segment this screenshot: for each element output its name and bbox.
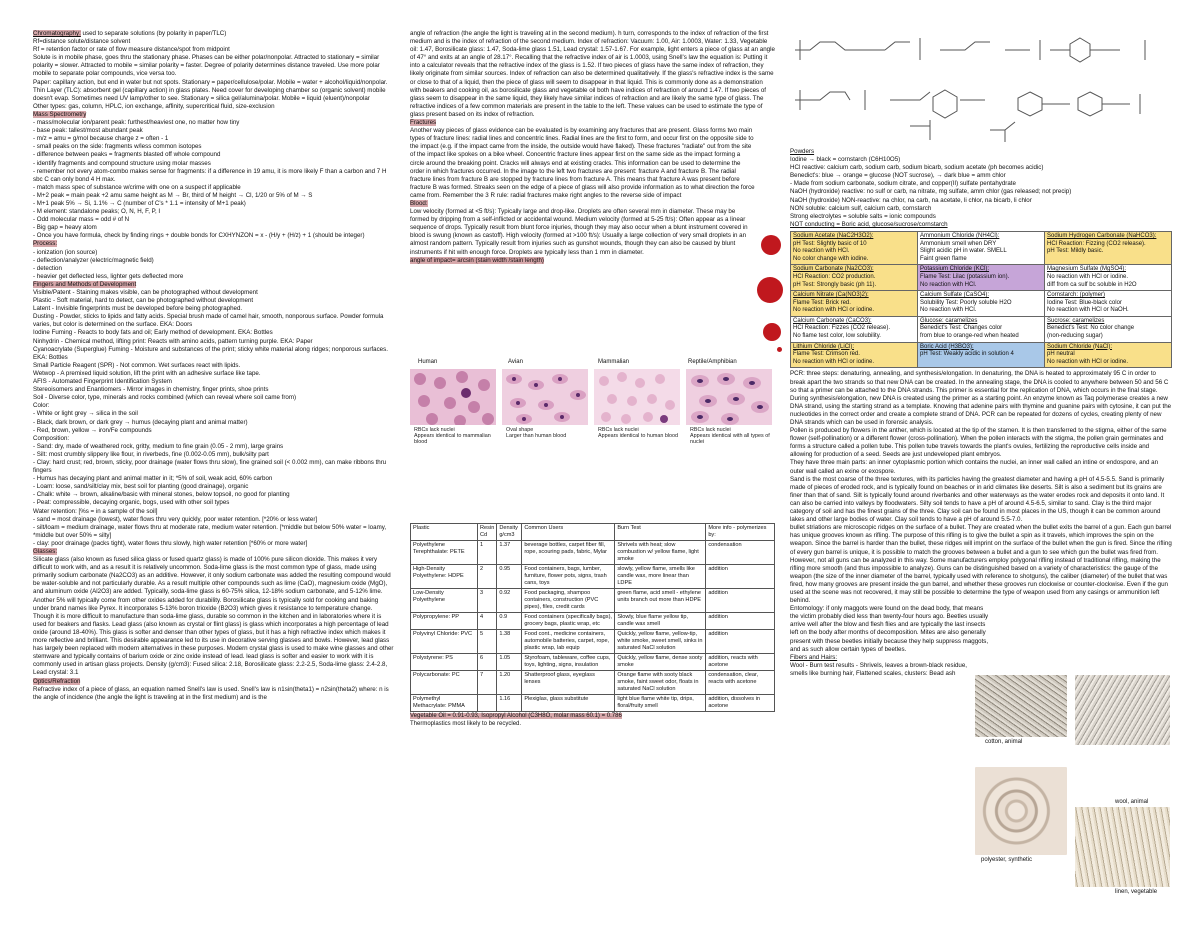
powder-cell [1045, 291, 1172, 317]
polyester-fiber-image [975, 767, 1067, 855]
powder-cell [791, 342, 918, 368]
table-cell: 1.05 [497, 654, 522, 671]
text-line: - Chalk: white → brown, alkaline/basic with mineral stones, below topsoil, no good for planting [33, 491, 290, 499]
powder-cell [1045, 265, 1172, 291]
table-cell: Food containers, bags, lumber, furniture, flower pots, signs, trash cans, toys [522, 565, 615, 589]
powder-name: Magnesium Sulfate (MgSO4): [1047, 266, 1127, 273]
powder-name: Potassium Chloride (KCl): [920, 266, 990, 273]
powder-name: Sodium Carbonate (Na2CO3): [793, 266, 874, 273]
text-line: - clay: poor drainage (packs tight), water flows thru slowly, high water retention [*60% or more water] [33, 539, 308, 547]
chromatography-section [33, 30, 395, 38]
powder-tests: Iodine Test: Blue-black color No reaction with HCl or NaOH. [1047, 299, 1129, 314]
powder-cell [918, 265, 1045, 291]
table-cell: 0.9 [497, 613, 522, 630]
text-line: Small Particle Reagent (SPR) - Not common. Wet surfaces react with lipids. [33, 361, 241, 369]
text-line: - match mass spec of substance w/crime with one on a suspect if applicable [33, 183, 241, 191]
powder-tests: Flame Test: Lilac (potassium ion). No reaction with HCl. [920, 273, 1010, 288]
powder-cell [918, 291, 1045, 317]
section-heading: Fibers and Hairs: [790, 653, 838, 661]
text-line: - remember not every atom-combo makes sense for fragments: if a difference in 19 amu, it is more likely F than a carbon and 7 H sbc C can only bond 4 H max. [33, 167, 387, 183]
text-line: - Peat: compressible, decaying organic, bogs, used with other soil types [33, 499, 230, 507]
table-cell: addition, reacts with acetone [706, 654, 775, 671]
text-line: Soil - Diverse color, type, minerals and rocks combined (which can reveal where soil came from) [33, 394, 297, 402]
table-cell: green flame, acid smell - ethylene units branch out more than HDPE [615, 589, 706, 613]
powder-name: Cornstarch: (polymer) [1047, 292, 1106, 299]
text-line: Latent - Invisible fingerprints must be developed before being photographed. [33, 305, 243, 313]
powder-name: Calcium Nitrate (Ca(NO3)2): [793, 292, 869, 299]
table-cell: 2 [478, 565, 497, 589]
section-heading: Blood: [410, 199, 428, 207]
powder-tests: Benedict's Test: No color change (non-reducing sugar) [1047, 325, 1135, 340]
fiber-caption: polyester, synthetic [981, 857, 1033, 863]
table-header: Plastic [411, 524, 478, 541]
powder-cell [791, 231, 918, 264]
powder-tests: Flame Test: Brick red. No reaction with HCl or iodine. [793, 299, 875, 314]
section-heading: Optics/Refraction [33, 677, 81, 685]
text-line: - M element: standalone peaks; O, N, H, F, P, I [33, 208, 161, 216]
powder-cell [791, 291, 918, 317]
table-row [791, 265, 1172, 291]
text-line: Thin Layer (TLC): absorbent gel (capillary action) in glass plates. Need cover for developing chamber so (organic solvent) mobile doesn't evap. Sometimes need UV lamp/other to see. Stationary = silica gel/alumina/polar. Mobile = liquid (eluent)/nonpolar [33, 86, 386, 102]
table-cell: Polyvinyl Chloride: PVC [411, 630, 478, 654]
table-cell: addition [706, 613, 775, 630]
text-line: Other types: gas, column, HPLC, ion exchange, affinity, supercritical fluid, size-exclusion [33, 102, 275, 110]
powder-name: Sodium Hydrogen Carbonate (NaHCO3): [1047, 232, 1157, 239]
table-cell: 1.37 [497, 541, 522, 565]
powder-name: Sodium Chloride (NaCl): [1047, 343, 1113, 350]
table-cell: High-Density Polyethylene: HDPE [411, 565, 478, 589]
text-line: Strong electrolytes = soluble salts = ionic compounds [790, 212, 936, 220]
text-line: Rf=distance solute/distance solvent [33, 38, 131, 46]
text-line: - Once you have formula, check by finding rings + double bonds for CXHYNZON = x - (H/y + (H/z) + 1 (should be integer) [33, 232, 365, 240]
table-cell: condensation [706, 541, 775, 565]
powder-tests: Benedict's Test: Changes color from blue to orange-red when heated [920, 325, 1019, 340]
paragraph: Silicate glass (also known as fused silica glass or fused quartz glass) is made of 100% pure silicon dioxide. This makes it very difficult to work with, and as a result it is relatively uncommon. Soda-lime glass is the most common type of glass, made using primarily sodium carbonate (Na2CO3) as an additive. However, it only sodium carbonate was added the resulting compound would be water-soluble and not particularly durable. As a result multiple other compounds such as lime (CaO), magnesium oxide (MgO), and aluminum oxide (Al2O3) are added. Typically, soda-lime glass is 60-75% silica, 12-18% sodium carbonate, and 5-12% lime. Another 5% will typically come from other oxides added for durability. Borosilicate glass is typically sold for cooking and baking under brand names like Pyrex. It incorporates 5-13% boron trioxide (B2O3) which gives it resistance to temperature change. Though it is more difficult to manufacture than soda-lime glass, durable so common in the kitchen and in laboratories where it is used for beakers and flasks. Lead glass (also known as crystal or flint glass) is glass which incorporates a high percentage of lead oxide (around 18-40%). This glass is softer and denser than other types of glass, but it has a high refractive index which makes it more reflective and brilliant. This desirable appearance led to its use in decorative serving glasses and bowls. However, lead glass has largely been replaced with modern alternatives in these purposes. Modern crystal glass is used to make wine glasses and other stemware and typically contains of barium oxide or zinc oxide instead of lead. lead glass is softer and easier to work with it is commonly used in artisan glass projects. Density (g/cm3): Fused silica: 2.18, Borosilicate glass: 2.2-2.5, Soda-lime glass: 2.4-2.8, Lead crystal: 3.1 [33, 556, 394, 677]
powder-name: Calcium Sulfate (CaSO4): [920, 292, 990, 299]
powder-tests: Solubility Test: Poorly soluble H2O No reaction with HCl. [920, 299, 1012, 314]
section-heading: Powders [790, 148, 815, 155]
text-line: - Sand: dry, made of weathered rock, gritty, medium to fine grain (0.05 - 2 mm), large grains [33, 442, 284, 450]
table-cell: Polypropylene: PP [411, 613, 478, 630]
text-line: Wetwop - A premixed liquid solution, lift the print with an adhesive surface like tape. [33, 369, 261, 377]
table-row [791, 231, 1172, 264]
plastics-table [410, 523, 775, 712]
section-heading: Fractures [410, 119, 437, 127]
table-header-row [411, 524, 775, 541]
blood-caption: RBCs lack nuclei Appears identical with all types of nuclei [690, 427, 770, 446]
powder-name: Calcium Carbonate (CaCO3): [793, 317, 872, 324]
text-line: - Big gap = heavy atom [33, 224, 97, 232]
text-line: - Loam: loose, sand/silt/clay mix, best soil for planting (good drainage), organic [33, 483, 249, 491]
table-cell: 7 [478, 671, 497, 695]
powder-cell [918, 316, 1045, 342]
table-cell: addition [706, 565, 775, 589]
text-line: - Odd molecular mass = odd # of N [33, 216, 130, 224]
table-cell: 3 [478, 589, 497, 613]
table-cell: 0.92 [497, 589, 522, 613]
table-cell: 0.95 [497, 565, 522, 589]
text-line: - silt/loam = medium drainage, water flows thru at moderate rate, medium water retention. [*middle but below 50% water = loamy, *middle but over 50% = silty] [33, 523, 387, 539]
blood-type-title: Human [418, 359, 438, 365]
blood-type-title: Avian [508, 359, 523, 365]
blood-caption: RBCs lack nuclei Appears identical to mammalian blood [414, 427, 491, 446]
powder-tests: pH neutral No reaction with HCl or iodine. [1047, 351, 1129, 365]
powder-cell [1045, 231, 1172, 264]
fiber-caption: cotton, animal [985, 739, 1023, 745]
powder-cell [791, 265, 918, 291]
text-line: Dusting - Powder, sticks to lipids and fatty acids. Special brush made of camel hair, smooth, nonporous surface. Powder formula varies, but color is determined on the surface. EKA: Doors [33, 313, 384, 329]
text-line: - detection [33, 264, 62, 272]
table-cell: addition [706, 589, 775, 613]
table-cell: condensation, clear, reacts with acetone [706, 671, 775, 695]
table-cell: 6 [478, 654, 497, 671]
table-cell: Quickly, yellow flame, dense sooty smoke [615, 654, 706, 671]
paragraph: Sand is the most coarse of the three textures, with its particles having the greatest diameter and having a pH of 4.5-5.5. Sand is primarily made of pieces of eroded rock, and is typically found on beaches or in arid climates like deserts. Silt is also a sediment but its grains are finer than that of sand. Silt is typically found around riverbanks and other waterways as the water erodes rock and deposits it onto land. It can also be carried into valleys by floodwaters. Silty soil tends to have a pH of around 4.5-6.5, similar to sand. Clay is the third major category of soil and has the finest grains of the three. Clay soil can be found in most places in the US, though it can be common around lakes and other large bodies of water. Clay soil tends to have a pH of around 5.5-7.0. [790, 475, 1165, 524]
linen-fiber-image [1075, 807, 1170, 887]
powder-cell [918, 231, 1045, 264]
text-line: - Made from sodium carbonate, sodium citrate, and copper(II) sulfate pentahydrate [790, 180, 1016, 188]
column-left [33, 30, 395, 702]
table-row [791, 342, 1172, 368]
table-cell: Styrofoam, tableware, coffee cups, toys, lighting, signs, insulation [522, 654, 615, 671]
text-line: - M+1 peak 5% → Si, 1.1% → C (number of C's * 1.1 = intensity of M+1 peak) [33, 199, 246, 207]
paragraph: Refractive index of a piece of glass, an equation named Snell's law is used. Snell's law is n1sin(theta1) = n2sin(theta2) where: n is the angle of incidence (the angle the light is traveling at in the first medium) and is the [33, 685, 389, 701]
powder-name: Sucrose: caramelizes [1047, 317, 1105, 324]
table-cell: Polyethylene Terephthalate: PETE [411, 541, 478, 565]
table-row [411, 630, 775, 654]
table-row [411, 613, 775, 630]
table-row [411, 589, 775, 613]
table-cell: 1.20 [497, 671, 522, 695]
text-line: NON soluble: calcium sulf, calcium carb, cornstarch [790, 204, 932, 212]
text-line: - Black, dark brown, or dark grey → humus (decaying plant and animal matter) [33, 418, 248, 426]
powder-tests: Flame Test: Crimson red. No reaction with HCl or iodine. [793, 351, 875, 365]
text-line: Water retention: [%s = in a sample of the soil] [33, 507, 158, 515]
powder-tests: pH Test: Slightly basic of 10 No reaction with HCl. No color change with iodine. [793, 240, 869, 262]
powder-tests: pH Test: Weakly acidic in solution 4 [920, 351, 1014, 358]
table-cell: Polystyrene: PS [411, 654, 478, 671]
text-line: Cyanoacrylate (Superglue) Fuming - Moisture and substances of the print; sticky white material along ridges; nonporous surfaces. EKA: Bottles [33, 345, 388, 361]
table-header: Common Users [522, 524, 615, 541]
powder-cell [918, 342, 1045, 368]
section-heading: Glasses: [33, 548, 58, 555]
paragraph: Pollen is produced by flowers in the anther, which is located at the tip of the stamen. It is then transferred to the stigma, either of the same flower (self-pollination) or a different flower (cross-pollination). When the pollen interacts with the stigma, the pollen grain germinates and forms a structure called a pollen tube. This pollen tube travels towards the plant's ovules, fertilizing the reproductive cells inside and allowing for production of a seed. Seeds are just undeveloped plant embryos. [790, 427, 1167, 459]
text-line: - M+2 peak = main peak +2 amu same height as M → Br, third of M height → Cl, 1/20 or 5% of M → S [33, 191, 313, 199]
table-cell: Quickly, yellow flame, yellow-tip, white smoke, sweet smell, sinks in saturated NaCl solution [615, 630, 706, 654]
powder-name: Ammonium Chloride (NH4Cl): [920, 232, 1000, 239]
table-cell: Shrivels with heat; slow combustion w/ yellow flame, light smoke [615, 541, 706, 565]
blood-type-title: Mammalian [598, 359, 630, 365]
text-line: Iodine Fuming - Reacts to body fats and oil; Early method of development. EKA: Bottles [33, 329, 273, 337]
column-middle [410, 30, 775, 265]
paragraph: Entomology: if only maggots were found on the dead body, that means the victim probably died less than twenty-four hours ago. Beetles usually arrive well after the blow and flesh flies and are typically the last insects left on the body after months of decomposition. Mites are also generally present with these beetles initially because they help suppress maggots, and as such allow certain types of beetles. [790, 605, 989, 653]
table-row [411, 565, 775, 589]
table-row [411, 654, 775, 671]
table-header: Resin Cd [478, 524, 497, 541]
text-line: Benedict's: blue → orange = glucose (NOT sucrose), → dark blue = amm chlor [790, 172, 1006, 180]
angle-formula: angle of impact= arcsin (stain width /stain length) [410, 256, 544, 264]
table-cell: 5 [478, 630, 497, 654]
powder-tests: No reaction with HCl or iodine. diff from ca sulf bc soluble in H2O [1047, 273, 1137, 288]
text-line: AFIS - Automated Fingerprint Identification System [33, 378, 172, 386]
paragraph: They have three main parts: an inner cytoplasmic portion which contains the nuclei, an inner wall called an intine or endospore, and an outer wall called an exine or exospore. [790, 459, 1159, 475]
text-line: - mass/molecular ion/parent peak: furthest/heaviest one, no matter how tiny [33, 119, 240, 127]
text-line: - difference between peaks = fragments blasted off whole compound [33, 151, 221, 159]
section-heading: Chromatography: [33, 30, 81, 37]
avian-blood-image [502, 369, 588, 425]
table-cell: light blue flame white tip, drips, floral/fruity smell [615, 695, 706, 712]
table-cell: Orange flame with sooty black smoke, faint sweet odor, floats in saturated NaCl solution [615, 671, 706, 695]
mammalian-blood-image [594, 369, 680, 425]
text-line: NaOH (hydroxide) NON-reactive: na chlor, na carb, na acetate, li chlor, na bicarb, li chlor [790, 196, 1032, 204]
plastics-table-container [410, 520, 775, 728]
text-line: Stereoisomers and Enantiomers - Mirror images in chemistry, finger prints, shoe prints [33, 386, 269, 394]
section-heading: Mass Spectrometry [33, 110, 87, 118]
text-line: - Silt: most crumbly slippery like flour, in riverbeds, fine (0.002-0.05 mm), bulk/silty part [33, 450, 269, 458]
text-line: HCl reactive: calcium carb, sodium carb, sodium bicarb, sodium acetate (ph becomes acidic) [790, 164, 1044, 172]
blood-type-title: Reptile/Amphibian [688, 359, 737, 365]
powder-name: Glucose: caramelizes [920, 317, 978, 324]
powder-name: Boric Acid (H3BO3): [920, 343, 974, 350]
text-line: - small peaks on the side: fragments w/less common isotopes [33, 143, 202, 151]
table-cell: 1.38 [497, 630, 522, 654]
section-heading: Process: [33, 240, 58, 248]
blood-spatter-image [755, 235, 787, 355]
table-row [411, 541, 775, 565]
table-cell [478, 695, 497, 712]
table-cell: Plexiglas, glass substitute [522, 695, 615, 712]
cotton-fiber-image [975, 675, 1067, 737]
paragraph: angle of refraction (the angle the light is traveling at in the second medium). h turn, corresponds to the index of refraction of the first medium and is the index of refraction of the second medium. Index of refraction: Vacuum: 1.00, Air: 1.0003, Water: 1.33, Vegetable oil: 1.47, Borosilicate glass: 1.47, Soda-lime glass 1.51, Lead crystal: 1.57-1.67. For example, light enters a piece of glass at an angle of 47° and exits at an angle of 28.17°. Recalling that the refractive index of air is 1.0003, using Snell's law the equation is: Putting it into a calculator reveals that the refractive index of the glass is 1.52. If two pieces of glass have the same index of refraction, they likely originate from similar sources. Index of refraction can also be determined qualitatively. If the glass's refractive index is the same or close to that of a liquid, then the piece of glass will seem to disappear in that liquid. This is commonly done as a demonstration with beakers and cooking oil, as borosilicate glass and vegetable oil both have indices of refraction of around 1.47. If two pieces of glass seem to disappear in the same liquid, they likely have similar indices of refraction and are likely the same type of glass. The refractive indices of a few common materials are present in the table to the left. These values can be used to estimate the type of glass present based on its index of refraction. [410, 30, 775, 118]
powder-tests: Ammonium smell when DRY Slight acidic pH in water. SMELL Faint green flame [920, 240, 1007, 262]
paragraph: Wool - Burn test results - Shrivels, leaves a brown-black residue, smells like burning hair, Flattened scales, clusters: Bead ash [790, 661, 967, 677]
text-line: - identify fragments and compound structure using molar masses [33, 159, 211, 167]
section-text: used to separate solutions (by polarity in paper/TLC) [80, 30, 227, 37]
text-line: NOT conducting = Boric acid, glucose/sucrose/cornstarch [790, 220, 948, 228]
column-right [790, 148, 1172, 678]
table-footnote-2: Thermoplastics most likely to be recycled. [410, 721, 522, 727]
text-line: Ninhydrin - Chemical method, lifting print: Reacts with amino acids, pattern turning purple. EKA: Paper [33, 337, 313, 345]
table-cell: 1 [478, 541, 497, 565]
table-row [411, 671, 775, 695]
text-line: - ionization (ion source) [33, 248, 98, 256]
text-line: Composition: [33, 434, 70, 442]
paragraph: bullet striations are microscopic ridges on the surface of a bullet. They are created when the bullet exits the barrel of a gun. Each gun barrel has unique grooves known as rifling. The purpose of this rifling is to give the bullet a spin as it travels, which improves the spin on the weapon. Since the barrel is harder than the bullet, these ridges will imprint on the surface of the bullet when the gun is fired. Since the rifling of every gun barrel is unique, it is possible to match the grooves between a bullet and a gun to see which gun the bullet was fired from. However, not all guns can be analyzed in this way. Some manufacturers employ polygonal rifling instead of traditional rifling, making the rifling more smooth (and thus impossible to analyze). Guns can be distinguished based on a variety of characteristics: the gauge of the weapon (the size of the inner diameter of the barrel, typically used with reference to shotguns), the caliber (diameter) of the bullet that was fired, how many grooves are present inside the gun barrel, and whether these grooves run clockwise or counter-clockwise. Even if the gun used at the scene was not recovered, it may still be possible to determine the type of weapon used from any casings or ammunition left behind. [790, 524, 1172, 605]
wool-fiber-image [1075, 675, 1170, 745]
polymer-structures-image [790, 30, 1170, 148]
powder-tests: HCl Reaction: Fizzes (CO2 release). No flame test color, low solubility. [793, 325, 891, 340]
text-line: - White or light grey → silica in the soil [33, 410, 138, 418]
text-line: - Humus has decaying plant and animal matter in it; *5% of soil, weak acid, 60% carbon [33, 475, 273, 483]
table-header: Density g/cm3 [497, 524, 522, 541]
table-row [791, 291, 1172, 317]
text-line: Iodine → black = cornstarch (C6H10O5) [790, 156, 901, 164]
table-header: Burn Test [615, 524, 706, 541]
paragraph: Low velocity (formed at <5 ft/s): Typically large and drop-like. Droplets are often several mm in diameter. These may be formed by dripping from a self-inflicted or accidental wound. Medium velocity (formed at 5-25 ft/s): Often appear as a linear sequence of drops. Typically result from blunt force injuries, though they may also occur when a blunt instrument covered in blood is swung (known as castoff). High velocity (formed at >100 ft/s): Usually a large collection of very small droplets in an almost random pattern. Typically result from injuries such as gunshot wounds, though they can also be caused by blunt instruments if hit with enough force. Droplets are typically less than 1 mm in diameter. [410, 208, 748, 256]
fiber-caption: linen, vegetable [1115, 889, 1158, 895]
paragraph: PCR: three steps: denaturing, annealing, and synthesis/elongation. In denaturing, the DNA is heated to approximately 95 C in order to break apart the two strands so that new DNA can be created. In the annealing stage, the DNA is cooled to anywhere between 50 and 56 C so that a primer can be attached to the DNA strands. This primer is essential for the replication of DNA, which occurs in the final stage. During synthesis/elongation, new DNA is created using the primer as a starting point. An enzyme known as Taq polymerase creates a new DNA strand, using the starting strand as a template. Knowing that adenine pairs with thymine and guanine pairs with cytosine, it can put the nucleotides in the correct order and create a complete strand of DNA. PCR can be repeated for dozens of cycles, creating plenty of new DNA strands which can be used in forensic analysis. [790, 370, 1172, 426]
text-line: - deflection/analyzer (electric/magnetic field) [33, 256, 154, 264]
reptile-blood-image [686, 369, 772, 425]
table-cell: Polycarbonate: PC [411, 671, 478, 695]
text-line: - Red, brown, yellow → iron/Fe compounds [33, 426, 152, 434]
blood-caption: RBCs lack nuclei Appears identical to human blood [598, 427, 679, 440]
table-cell: Low-Density Polyethylene [411, 589, 478, 613]
table-footnote: Vegetable Oil = 0.91-0.93, Isopropyl Alcohol (C3H8O, molar mass 60.1) = 0.786 [410, 713, 622, 719]
table-cell: beverage bottles, carpet fiber fill, rope, scouring pads, fabric, Mylar [522, 541, 615, 565]
table-cell: Polymethyl Methacrylate: PMMA [411, 695, 478, 712]
table-cell: Food packaging, shampoo containers, construction (PVC pipes), files, credit cards [522, 589, 615, 613]
text-line: Solute is in mobile phase, goes thru the stationary phase. Phases can be either polar/nonpolar. Attracted to stationary = similar polarity = slower. Attracted to mobile = similar polarity = faster. Degree of polarity determines distance traveled. Use more polar mobile to separate polar compounds, vice versa too. [33, 54, 380, 78]
text-line: Color: [33, 402, 50, 410]
human-blood-image [410, 369, 496, 425]
table-cell: Food cont., medicine containers, automobile batteries, carpet, rope, plastic wrap, lab equip [522, 630, 615, 654]
table-cell: Food containers (specifically bags), grocery bags, plastic wrap, etc [522, 613, 615, 630]
table-cell: Slowly, blue flame yellow tip, candle wax smell [615, 613, 706, 630]
powder-cell [1045, 342, 1172, 368]
powder-cell [1045, 316, 1172, 342]
blood-cell-comparison [410, 359, 775, 461]
table-cell: slowly, yellow flame, smells like candle wax, more linear than LDPE [615, 565, 706, 589]
section-heading: Fingers and Methods of Development [33, 280, 137, 288]
text-line: Plastic - Soft material, hard to detect, can be photographed without development [33, 297, 254, 305]
text-line: NaOH (hydroxide) reactive: no sulf or carb, na nitrate, mg sulfate, amm chlor (gas released; not precip) [790, 188, 1072, 196]
text-line: - heavier get deflected less, lighter gets deflected more [33, 272, 184, 280]
text-line: Paper: capillary action, but end in water but not spots. Stationary = paper/cellulose/polar. Mobile = water + alcohol/liquid/nonpolar. [33, 78, 388, 86]
table-header: More info - polymerizes by: [706, 524, 775, 541]
table-cell: addition, dissolves in acetone [706, 695, 775, 712]
fiber-images [975, 675, 1175, 925]
powder-tests: HCl Reaction: CO2 production. pH Test: Strongly basic (ph 11). [793, 273, 877, 288]
paragraph: Another way pieces of glass evidence can be evaluated is by examining any fractures that are present. Glass forms two main types of fracture lines: radial lines and concentric lines. Radial lines are the first to form, and occur first on the opposite side to the impact (e.g. if the impact came from the inside, the outside would have flaked). These fractures "radiate" out from the site of the impact like spokes on a bike wheel. Concentric fracture lines appear first on the same side as the impact forming a circle around the breaking point. Cracks will always end at existing cracks. This information can be used to determine the order in which fractures occurred. In the image to the left two fractures are present: fracture A and fracture B. The radial fracture lines from fracture B are stopped by fracture lines from fracture A. This means that fracture A was present before fracture B was formed. Streaks seen on the edge of a piece of glass will also provide information as to what direction the force came from. Remember the 3 R rule: radial fractures make right angles to the reverse side of impact [410, 127, 755, 199]
table-row [791, 316, 1172, 342]
table-cell: addition [706, 630, 775, 654]
fiber-caption: wool, animal [1115, 799, 1149, 805]
table-row [411, 695, 775, 712]
powders-table [790, 231, 1172, 369]
powder-name: Sodium Acetate (NaC2H3O2): [793, 232, 874, 239]
blood-caption: Oval shape Larger than human blood [506, 427, 567, 440]
table-cell: 1.16 [497, 695, 522, 712]
powder-name: Lithium Chloride (LiCl): [793, 343, 855, 350]
text-line: - Clay: hard crust; red, brown, sticky, poor drainage (water flows thru slow), fine grained soil (< 0.002 mm), can make ribbons thru fingers [33, 458, 387, 475]
powder-tests: HCl Reaction: Fizzing (CO2 release). pH Test: Mildly basic. [1047, 240, 1146, 255]
table-cell: Shatterproof glass, eyeglass lenses [522, 671, 615, 695]
text-line: - sand = most drainage (lowest), water flows thru very quickly, poor water retention. [*20% or less water] [33, 515, 318, 523]
text-line: - base peak: tallest/most abundant peak [33, 127, 143, 135]
powder-cell [791, 316, 918, 342]
table-cell: 4 [478, 613, 497, 630]
text-line: Visible/Patent - Staining makes visible, can be photographed without development [33, 289, 258, 296]
text-line: - m/z = amu = g/mol because charge z = often - 1 [33, 135, 169, 143]
text-line: Rf = retention factor or rate of flow measure distance/spot from midpoint [33, 46, 230, 54]
